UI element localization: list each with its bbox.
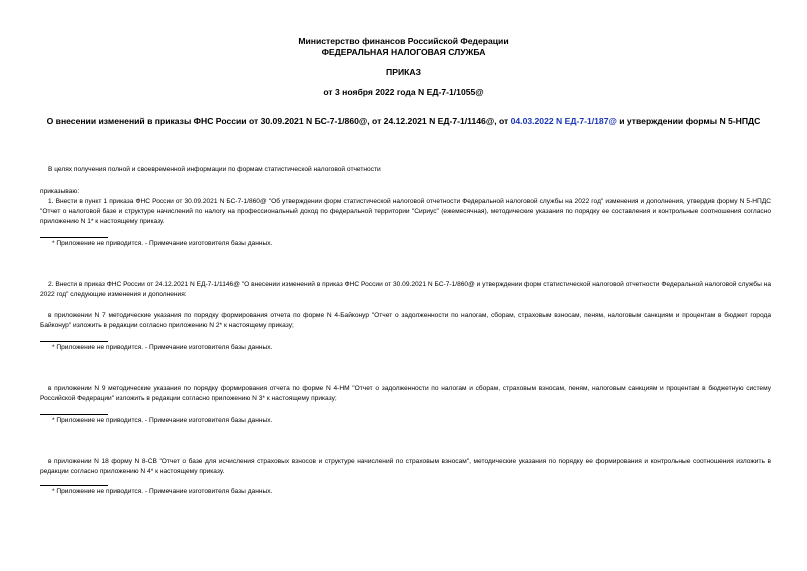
footnote-divider-4 [40,485,108,486]
item-2-appendix-7: в приложении N 7 методические указания по порядку формирования отчета по форме N 4-Байконур "Отчет о задолженности по налогам, сборам, страховым взносам, пеням, налоговым санкциям и процентам в бюджет города Байконур" изложить в редакции согласно приложению N 2* к настоящему приказу; [40,312,771,329]
item-2-appendix-9: в приложении N 9 методические указания по порядку формирования отчета по форме N 4-НМ "Отчет о задолженности по налогам и сборам, страховым взносам, пеням, налоговым санкциям и процентам в бюджетную систему Российской Федерации" изложить в редакции согласно приложению N 3* к настоящему приказу; [40,385,771,402]
footnote-divider-2 [40,341,108,342]
document-date-number: от 3 ноября 2022 года N ЕД-7-1/1055@ [323,87,484,97]
footnote-divider-3 [40,414,108,415]
preamble: В целях получения полной и своевременной информации по формам статистической налоговой отчетности [48,166,381,173]
document-type: ПРИКАЗ [386,67,421,77]
footnote-2: * Приложение не приводится. - Примечание изготовителя базы данных. [52,344,273,351]
footnote-1: * Приложение не приводится. - Примечание изготовителя базы данных. [52,240,273,247]
item-2-appendix-18: в приложении N 18 форму N 8-СВ "Отчет о базе для исчисления страховых взносов и структуре начислений по страховым взносам", методические указания по порядку ее формирования и контрольные соотношения изложить в редакции согласно приложению N 4* к настоящему приказу. [40,458,771,475]
title-text-part2: и утверждении формы N 5-НПДС [616,116,761,126]
order-word: приказываю: [40,188,80,195]
item-1: 1. Внести в пункт 1 приказа ФНС России от 30.09.2021 N БС-7-1/860@ "Об утверждении форм статистической налоговой отчетности Федеральной налоговой службы на 2022 год" изменения и дополнения, утвердив форму N 5-НПДС "Отчет о налоговой базе и структуре начислений по налогу на профессиональный доход по федеральной территории "Сириус" (ежемесячная), методические указания по порядку ее составления и контрольные соотношения согласно приложению N 1* к настоящему приказу. [40,198,771,225]
service-name: ФЕДЕРАЛЬНАЯ НАЛОГОВАЯ СЛУЖБА [321,47,486,57]
title-link-order-187[interactable]: 04.03.2022 N ЕД-7-1/187@ [510,116,617,126]
document-title [40,116,767,127]
ministry-name: Министерство финансов Российской Федерации [298,36,509,46]
footnote-3: * Приложение не приводится. - Примечание изготовителя базы данных. [52,417,273,424]
footnote-4: * Приложение не приводится. - Примечание изготовителя базы данных. [52,488,273,495]
item-2: 2. Внести в приказ ФНС России от 24.12.2021 N ЕД-7-1/1146@ "О внесении изменений в приказ ФНС России от 30.09.2021 N БС-7-1/860@ и утверждении форм статистической налоговой отчетности Федеральной налоговой службы на 2022 год" следующие изменения и дополнения: [40,281,771,298]
title-text-part1: О внесении изменений в приказы ФНС России от 30.09.2021 N БС-7-1/860@, от 24.12.2021 N ЕД-7-1/1146@, от [46,116,511,126]
footnote-divider-1 [40,237,108,238]
